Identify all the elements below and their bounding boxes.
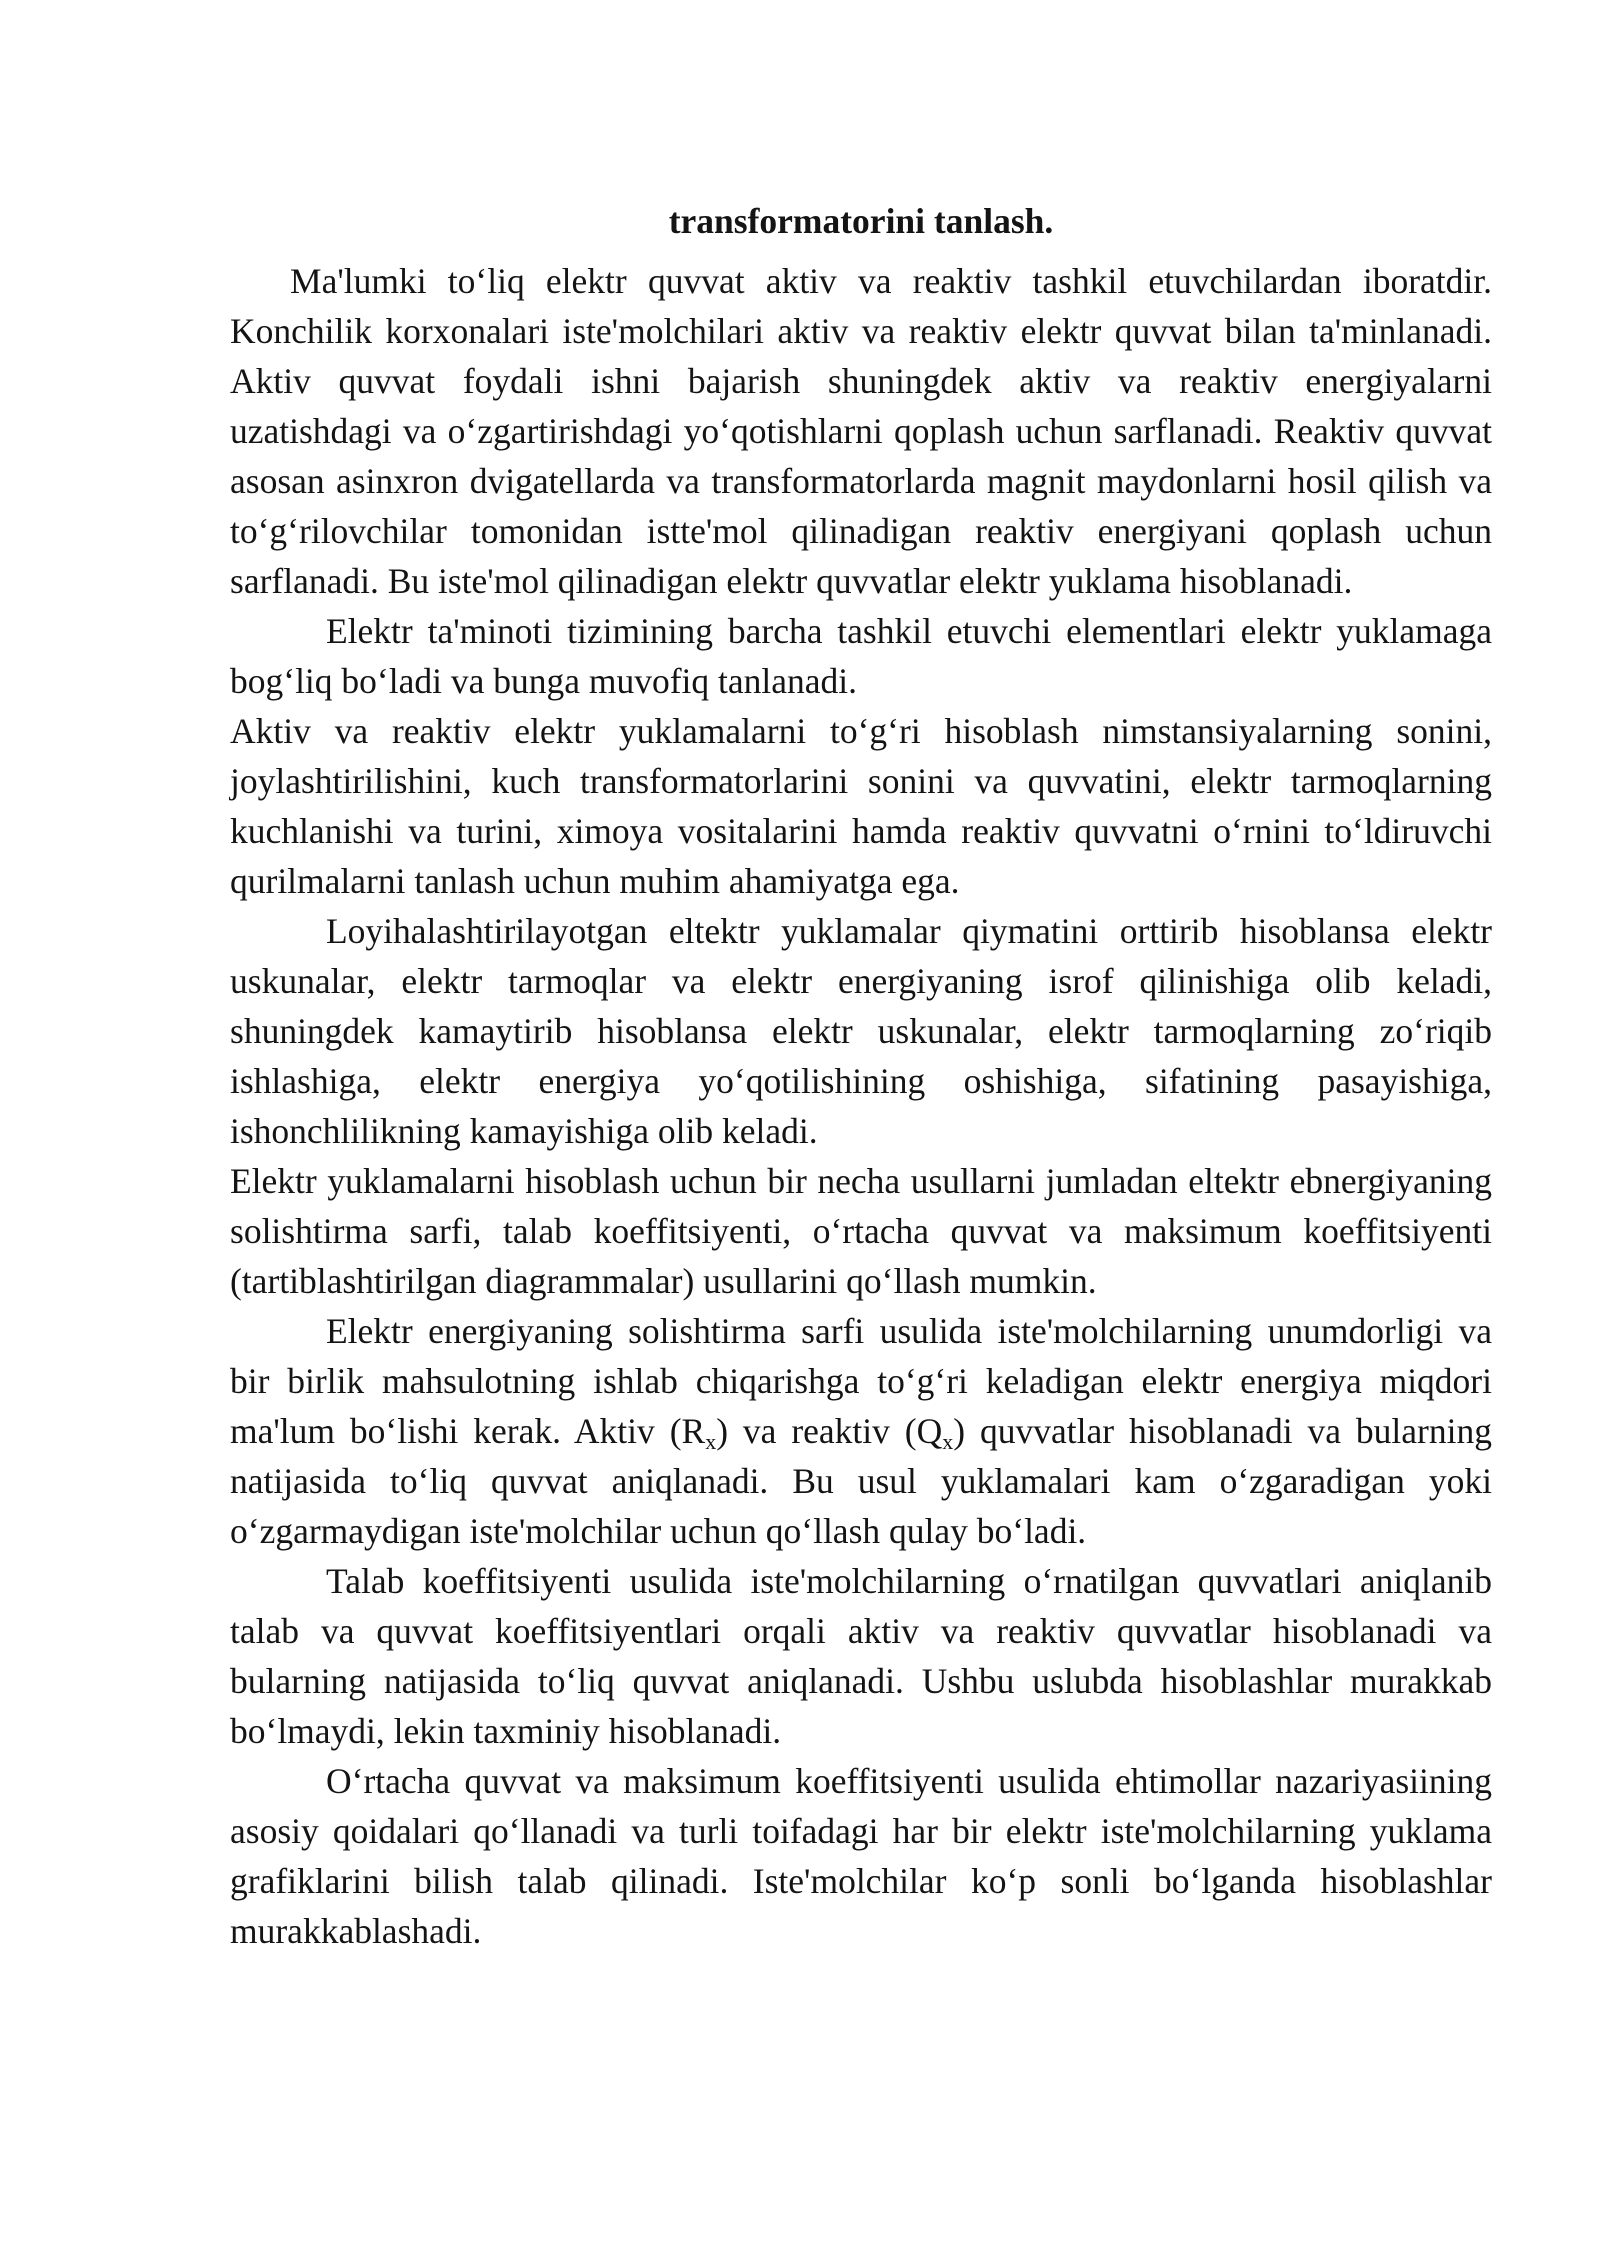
paragraph-6-part-a: Elektr energiyaning solishtirma sarfi usulida iste'molchilarning unumdorligi va bir birlik mahsulotning ishlab chiqarishga to‘g‘ri keladigan elektr energiya miqdori ma'lum bo‘lishi kerak. Aktiv (R — [230, 1311, 1492, 1451]
paragraph-8: O‘rtacha quvvat va maksimum koeffitsiyenti usulida ehtimollar nazariyasiining asosiy qoidalari qo‘llanadi va turli toifadagi har bir elektr iste'molchilarning yuklama grafiklarini bilish talab qilinadi. Iste'molchilar ko‘p sonli bo‘lganda hisoblashlar murakkablashadi. — [230, 1761, 1492, 1951]
paragraph-4: Loyihalashtirilayotgan eltektr yuklamalar qiymatini orttirib hisoblansa elektr uskunalar, elektr tarmoqlar va elektr energiyaning isrof qilinishiga olib keladi, shuningdek kamaytirib hisoblansa elektr uskunalar, elektr tarmoqlarning zo‘riqib ishlashiga, elektr energiya yo‘qotilishining oshishiga, sifatining pasayishiga, ishonchlilikning kamayishiga olib keladi. — [230, 911, 1492, 1151]
subscript-x-reactive: x — [942, 1429, 954, 1454]
paragraph-6-part-b: ) va reaktiv (Q — [716, 1411, 943, 1451]
document-body — [230, 196, 1492, 1956]
paragraph-6-part-c: ) quvvatlar hisoblanadi va bularning natijasida to‘liq quvvat aniqlanadi. Bu usul yuklamalari kam o‘zgaradigan yoki o‘zgarmaydigan iste'molchilar uchun qo‘llash qulay bo‘ladi. — [230, 1411, 1492, 1551]
paragraph-2: Elektr ta'minoti tizimining barcha tashkil etuvchi elementlari elektr yuklamaga bog‘liq bo‘ladi va bunga muvofiq tanlanadi. — [230, 611, 1492, 701]
paragraph-1: Ma'lumki to‘liq elektr quvvat aktiv va reaktiv tashkil etuvchilardan iboratdir. Konchilik korxonalari iste'molchilari aktiv va reaktiv elektr quvvat bilan ta'minlanadi. Aktiv quvvat foydali ishni bajarish shuningdek aktiv va reaktiv energiyalarni uzatishdagi va o‘zgartirishdagi yo‘qotishlarni qoplash uchun sarflanadi. Reaktiv quvvat asosan asinxron dvigatellarda va transformatorlarda magnit maydonlarni hosil qilish va to‘g‘rilovchilar tomonidan istte'mol qilinadigan reaktiv energiyani qoplash uchun sarflanadi. Bu iste'mol qilinadigan elektr quvvatlar elektr yuklama hisoblanadi. — [230, 261, 1492, 601]
paragraph-6 — [230, 1306, 1492, 1556]
paragraph-3: Aktiv va reaktiv elektr yuklamalarni to‘g‘ri hisoblash nimstansiyalarning sonini, joylashtirilishini, kuch transformatorlarini sonini va quvvatini, elektr tarmoqlarning kuchlanishi va turini, ximoya vositalarini hamda reaktiv quvvatni o‘rnini to‘ldiruvchi qurilmalarni tanlash uchun muhim ahamiyatga ega. — [230, 711, 1492, 901]
paragraph-7: Talab koeffitsiyenti usulida iste'molchilarning o‘rnatilgan quvvatlari aniqlanib talab va quvvat koeffitsiyentlari orqali aktiv va reaktiv quvvatlar hisoblanadi va bularning natijasida to‘liq quvvat aniqlanadi. Ushbu uslubda hisoblashlar murakkab bo‘lmaydi, lekin taxminiy hisoblanadi. — [230, 1561, 1492, 1751]
page-title: transformatorini tanlash. — [668, 201, 1054, 241]
paragraph-5: Elektr yuklamalarni hisoblash uchun bir necha usullarni jumladan eltektr ebnergiyaning solishtirma sarfi, talab koeffitsiyenti, o‘rtacha quvvat va maksimum koeffitsiyenti (tartiblashtirilgan diagrammalar) usullarini qo‘llash mumkin. — [230, 1161, 1492, 1301]
subscript-x-active: x — [705, 1429, 717, 1454]
